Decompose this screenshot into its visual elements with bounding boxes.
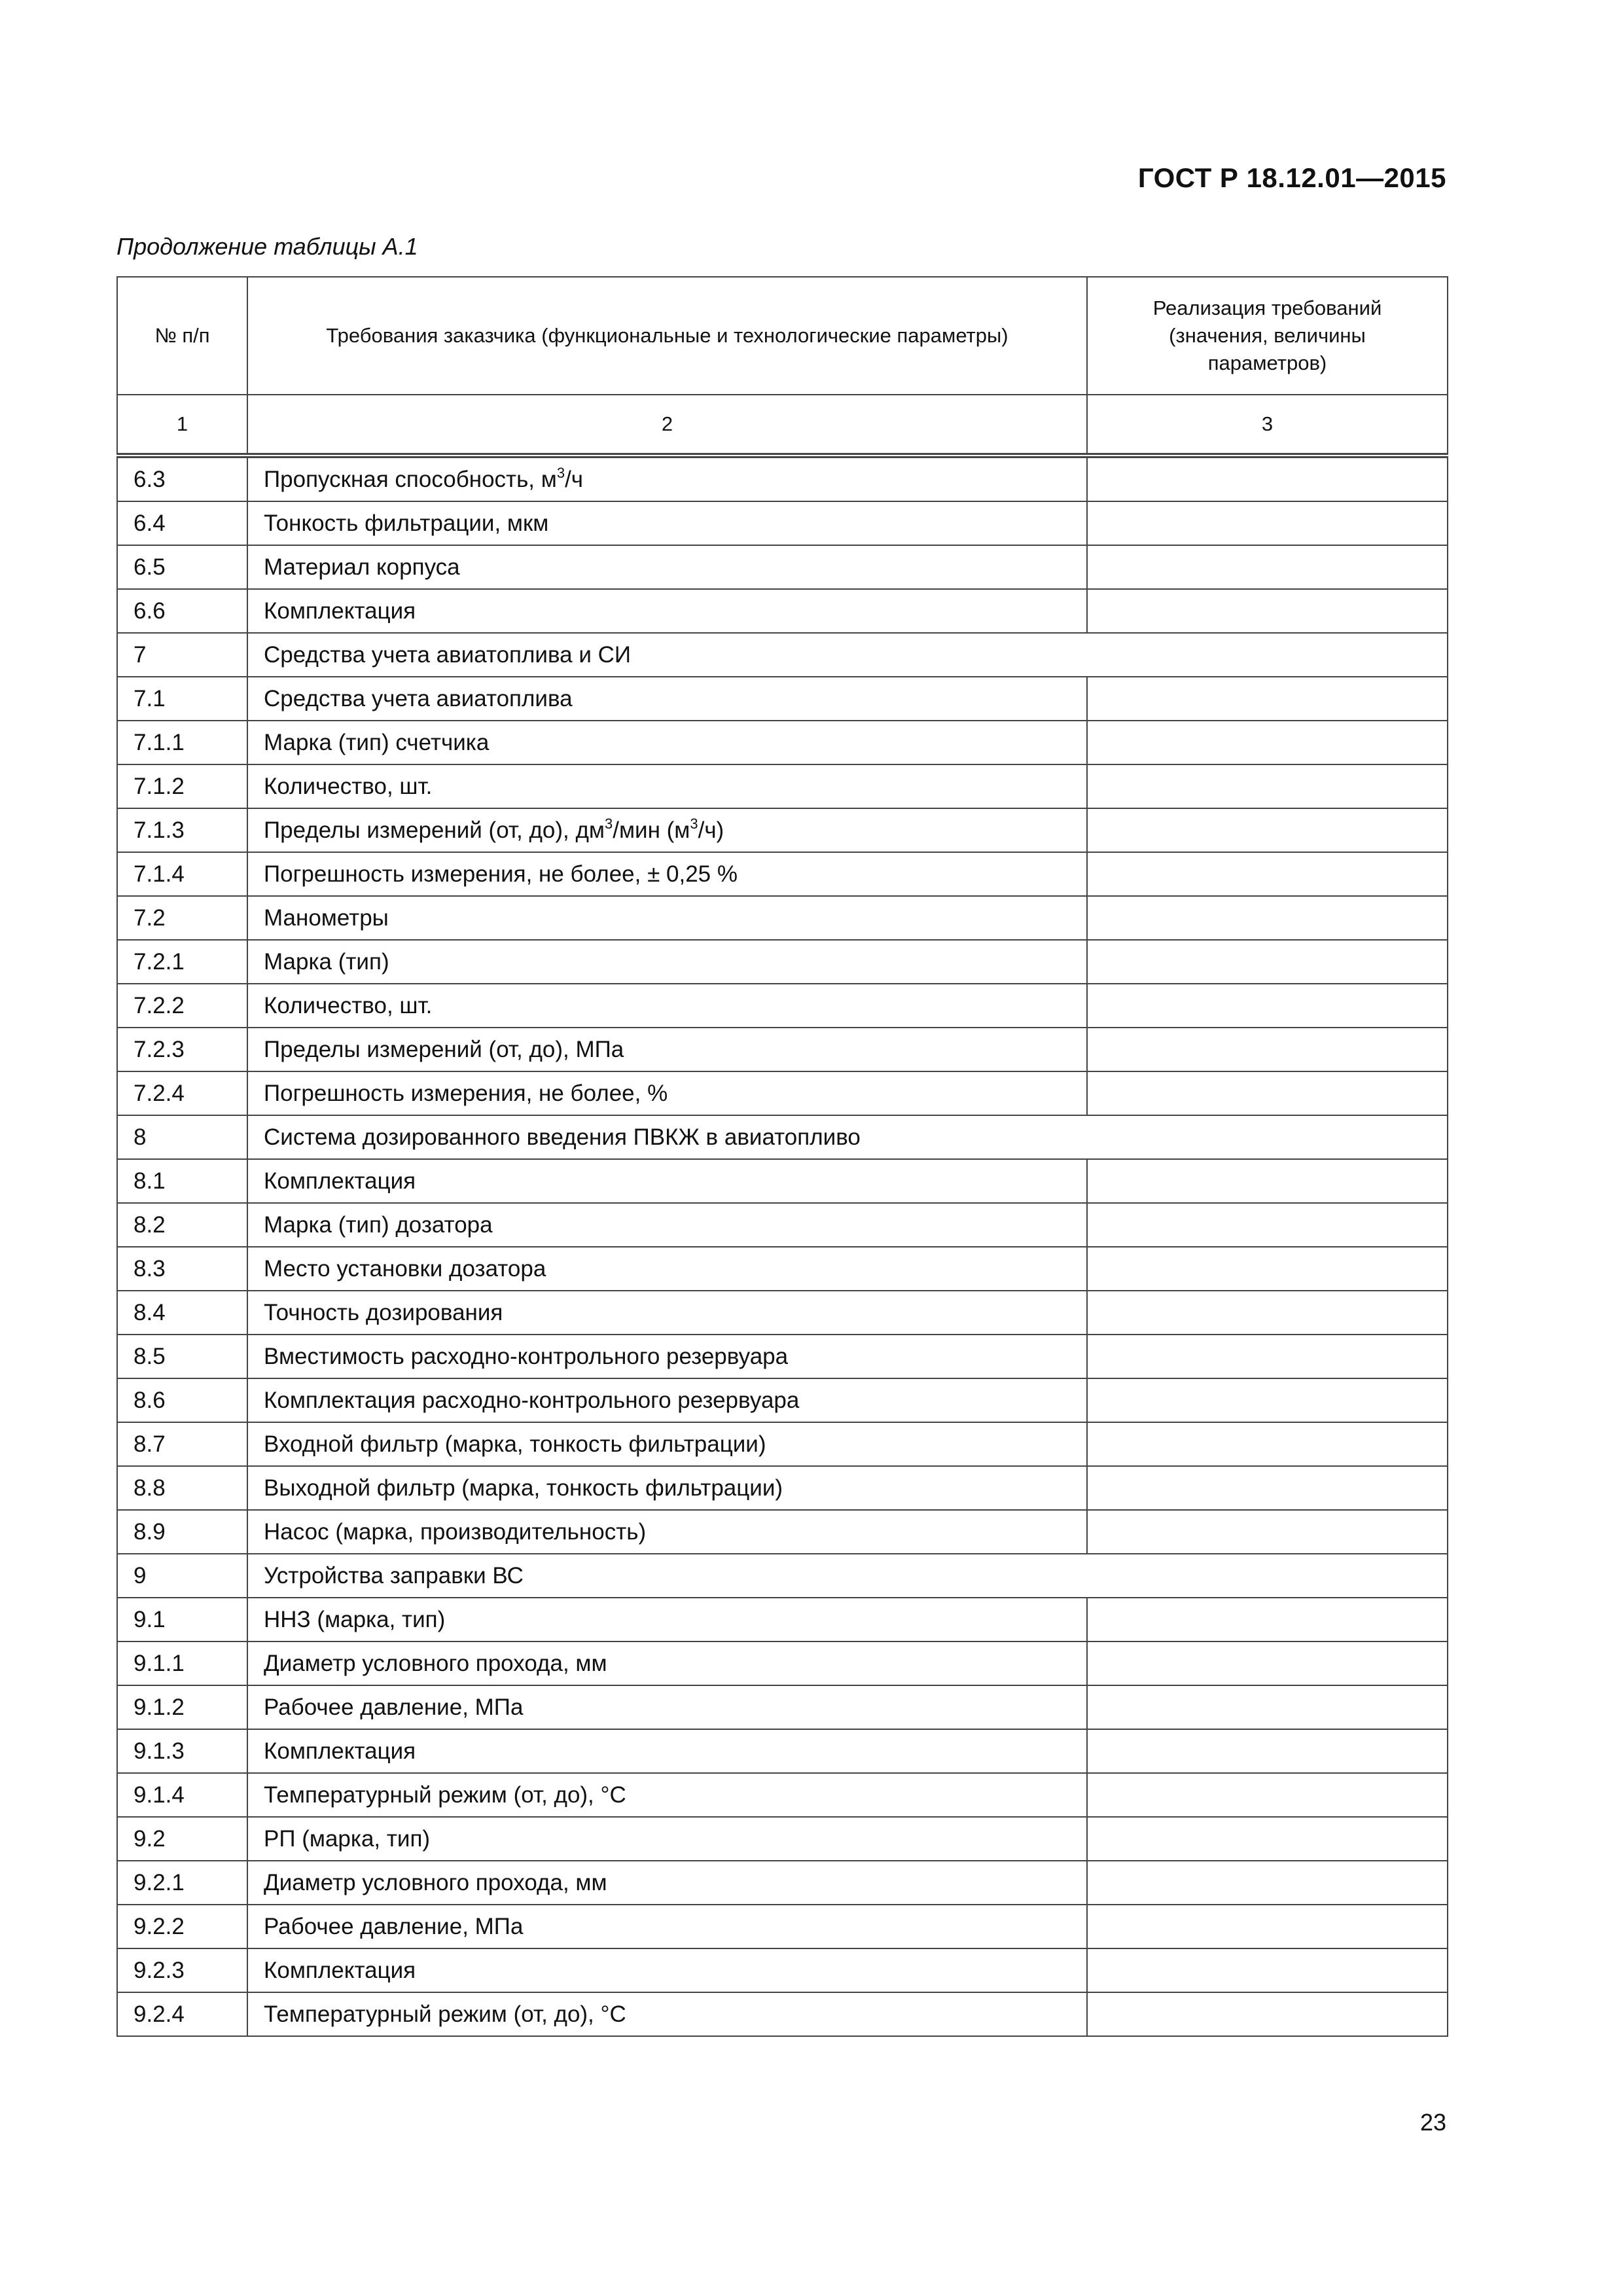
table-row — [117, 1598, 1448, 1641]
requirement-text — [247, 677, 1087, 721]
superscript: 3 — [604, 815, 613, 832]
requirement-text-part: Рабочее давление, МПа — [264, 1913, 524, 1939]
superscript: 3 — [690, 815, 698, 832]
implementation-value-cell[interactable] — [1087, 1071, 1448, 1115]
table-row — [117, 852, 1448, 896]
requirement-text-part: Количество, шт. — [264, 773, 433, 799]
row-number: 8.9 — [117, 1510, 247, 1554]
table-row — [117, 896, 1448, 940]
requirement-text — [247, 1554, 1448, 1598]
requirement-text-part: Место установки дозатора — [264, 1255, 546, 1282]
table-row — [117, 764, 1448, 808]
requirement-text — [247, 1466, 1087, 1510]
row-number: 7.1 — [117, 677, 247, 721]
implementation-value-cell[interactable] — [1087, 1685, 1448, 1729]
implementation-value-cell[interactable] — [1087, 1159, 1448, 1203]
implementation-value-cell[interactable] — [1087, 545, 1448, 589]
requirement-text — [247, 764, 1087, 808]
implementation-value-cell[interactable] — [1087, 1729, 1448, 1773]
table-row — [117, 1335, 1448, 1378]
requirement-text — [247, 1378, 1087, 1422]
requirement-text — [247, 1861, 1087, 1905]
implementation-value-cell[interactable] — [1087, 940, 1448, 984]
row-number: 7.2.2 — [117, 984, 247, 1028]
row-number: 8.5 — [117, 1335, 247, 1378]
column-number-2: 2 — [247, 395, 1087, 456]
requirement-text — [247, 1071, 1087, 1115]
requirement-text — [247, 1992, 1087, 2036]
requirement-text-part: Диаметр условного прохода, мм — [264, 1869, 607, 1895]
table-row — [117, 589, 1448, 633]
requirement-text — [247, 456, 1087, 501]
requirement-text — [247, 1598, 1087, 1641]
column-header-number: № п/п — [117, 277, 247, 395]
requirement-text-part: РП (марка, тип) — [264, 1825, 431, 1852]
row-number: 9.2 — [117, 1817, 247, 1861]
row-number: 7.1.3 — [117, 808, 247, 852]
requirement-text — [247, 721, 1087, 764]
row-number: 9.2.3 — [117, 1948, 247, 1992]
requirement-text-part: Средства учета авиатоплива — [264, 685, 573, 711]
implementation-value-cell[interactable] — [1087, 1466, 1448, 1510]
row-number: 7.2 — [117, 896, 247, 940]
requirement-text-part: Манометры — [264, 905, 389, 931]
table-row — [117, 1247, 1448, 1291]
implementation-value-cell[interactable] — [1087, 1378, 1448, 1422]
requirement-text-part: ННЗ (марка, тип) — [264, 1606, 446, 1632]
requirement-text — [247, 896, 1087, 940]
requirement-text-part: Температурный режим (от, до), °С — [264, 1782, 626, 1808]
requirement-text — [247, 940, 1087, 984]
requirement-text — [247, 852, 1087, 896]
table-row — [117, 1422, 1448, 1466]
table-row — [117, 1685, 1448, 1729]
row-number: 9.2.2 — [117, 1905, 247, 1948]
implementation-value-cell[interactable] — [1087, 1598, 1448, 1641]
table-row — [117, 1378, 1448, 1422]
table-row — [117, 1773, 1448, 1817]
requirement-text — [247, 808, 1087, 852]
requirement-text — [247, 501, 1087, 545]
table-row — [117, 456, 1448, 501]
row-number: 9.1.2 — [117, 1685, 247, 1729]
implementation-value-cell[interactable] — [1087, 721, 1448, 764]
table-row — [117, 940, 1448, 984]
table-row — [117, 1729, 1448, 1773]
table-row — [117, 1510, 1448, 1554]
requirement-text — [247, 1115, 1448, 1159]
column-number-1: 1 — [117, 395, 247, 456]
requirement-text — [247, 1905, 1087, 1948]
implementation-value-cell[interactable] — [1087, 852, 1448, 896]
requirement-text — [247, 1159, 1087, 1203]
table-row — [117, 1992, 1448, 2036]
row-number: 7.2.1 — [117, 940, 247, 984]
requirement-text — [247, 1729, 1087, 1773]
row-number: 7 — [117, 633, 247, 677]
row-number: 9.2.4 — [117, 1992, 247, 2036]
table-row — [117, 1466, 1448, 1510]
requirement-text-part: /мин (м — [613, 817, 690, 843]
requirement-text-part: Материал корпуса — [264, 554, 460, 580]
row-number: 8.4 — [117, 1291, 247, 1335]
requirement-text-part: Температурный режим (от, до), °С — [264, 2001, 626, 2027]
row-number: 8.2 — [117, 1203, 247, 1247]
table-row — [117, 1291, 1448, 1335]
implementation-value-cell[interactable] — [1087, 1510, 1448, 1554]
requirement-text-part: Марка (тип) дозатора — [264, 1211, 493, 1238]
row-number: 7.2.3 — [117, 1028, 247, 1071]
implementation-value-cell[interactable] — [1087, 1817, 1448, 1861]
implementation-value-cell[interactable] — [1087, 1948, 1448, 1992]
page-number: 23 — [1419, 2109, 1446, 2136]
table-row — [117, 1641, 1448, 1685]
table-row — [117, 1905, 1448, 1948]
table-row — [117, 677, 1448, 721]
requirement-text-part: Входной фильтр (марка, тонкость фильтрации) — [264, 1431, 766, 1457]
implementation-value-cell[interactable] — [1087, 984, 1448, 1028]
requirement-text-part: Устройства заправки ВС — [264, 1562, 524, 1588]
requirement-text-part: Комплектация — [264, 1957, 416, 1983]
implementation-value-cell[interactable] — [1087, 589, 1448, 633]
requirement-text — [247, 1291, 1087, 1335]
requirement-text — [247, 984, 1087, 1028]
implementation-value-cell[interactable] — [1087, 1247, 1448, 1291]
table-row — [117, 1115, 1448, 1159]
implementation-value-cell[interactable] — [1087, 1641, 1448, 1685]
implementation-value-cell[interactable] — [1087, 1203, 1448, 1247]
row-number: 6.3 — [117, 456, 247, 501]
implementation-value-cell[interactable] — [1087, 808, 1448, 852]
requirement-text — [247, 1948, 1087, 1992]
requirement-text — [247, 1335, 1087, 1378]
column-header-requirements: Требования заказчика (функциональные и технологические параметры) — [247, 277, 1087, 395]
requirement-text-part: Средства учета авиатоплива и СИ — [264, 641, 632, 668]
requirements-table — [116, 276, 1448, 2037]
requirement-text — [247, 1817, 1087, 1861]
row-number: 9.1.1 — [117, 1641, 247, 1685]
requirement-text — [247, 1028, 1087, 1071]
implementation-value-cell[interactable] — [1087, 456, 1448, 501]
row-number: 8.6 — [117, 1378, 247, 1422]
row-number: 8.3 — [117, 1247, 247, 1291]
implementation-value-cell[interactable] — [1087, 1291, 1448, 1335]
table-row — [117, 545, 1448, 589]
requirement-text-part: Выходной фильтр (марка, тонкость фильтрации) — [264, 1475, 783, 1501]
requirement-text-part: Пропускная способность, м — [264, 466, 557, 492]
document-code: ГОСТ Р 18.12.01—2015 — [1137, 162, 1446, 193]
table-row — [117, 501, 1448, 545]
row-number: 9.1.4 — [117, 1773, 247, 1817]
requirement-text — [247, 1510, 1087, 1554]
row-number: 9.1 — [117, 1598, 247, 1641]
requirement-text-part: Диаметр условного прохода, мм — [264, 1650, 607, 1676]
requirement-text-part: Марка (тип) — [264, 948, 389, 975]
requirement-text-part: Комплектация — [264, 1168, 416, 1194]
row-number: 7.1.1 — [117, 721, 247, 764]
requirement-text-part: Комплектация расходно-контрольного резервуара — [264, 1387, 800, 1413]
table-row — [117, 633, 1448, 677]
row-number: 7.1.4 — [117, 852, 247, 896]
requirement-text — [247, 1685, 1087, 1729]
row-number: 9.1.3 — [117, 1729, 247, 1773]
table-caption: Продолжение таблицы А.1 — [116, 233, 418, 260]
requirement-text-part: Погрешность измерения, не более, ± 0,25 % — [264, 861, 738, 887]
requirement-text — [247, 1773, 1087, 1817]
requirement-text-part: Система дозированного введения ПВКЖ в авиатопливо — [264, 1124, 861, 1150]
implementation-value-cell[interactable] — [1087, 677, 1448, 721]
implementation-value-cell[interactable] — [1087, 1422, 1448, 1466]
table-body — [117, 456, 1448, 2036]
table-row — [117, 984, 1448, 1028]
row-number: 6.5 — [117, 545, 247, 589]
requirement-text-part: Насос (марка, производительность) — [264, 1518, 647, 1545]
implementation-value-cell[interactable] — [1087, 1905, 1448, 1948]
row-number: 7.1.2 — [117, 764, 247, 808]
table-row — [117, 721, 1448, 764]
requirement-text — [247, 545, 1087, 589]
implementation-value-cell[interactable] — [1087, 1992, 1448, 2036]
table-row — [117, 1071, 1448, 1115]
requirement-text-part: Пределы измерений (от, до), МПа — [264, 1036, 624, 1062]
table-row — [117, 1028, 1448, 1071]
requirement-text-part: Комплектация — [264, 1738, 416, 1764]
requirement-text-part: Тонкость фильтрации, мкм — [264, 510, 549, 536]
row-number: 8.1 — [117, 1159, 247, 1203]
implementation-value-cell[interactable] — [1087, 1773, 1448, 1817]
row-number: 9 — [117, 1554, 247, 1598]
row-number: 6.4 — [117, 501, 247, 545]
table-row — [117, 808, 1448, 852]
implementation-value-cell[interactable] — [1087, 1028, 1448, 1071]
requirement-text — [247, 1247, 1087, 1291]
row-number: 8.8 — [117, 1466, 247, 1510]
requirement-text — [247, 1422, 1087, 1466]
table-row — [117, 1861, 1448, 1905]
table-row — [117, 1554, 1448, 1598]
row-number: 6.6 — [117, 589, 247, 633]
requirement-text-part: Рабочее давление, МПа — [264, 1694, 524, 1720]
table-header-row — [117, 277, 1448, 395]
table-row — [117, 1948, 1448, 1992]
implementation-value-cell[interactable] — [1087, 1861, 1448, 1905]
superscript: 3 — [556, 464, 565, 481]
requirement-text — [247, 1203, 1087, 1247]
table-row — [117, 1203, 1448, 1247]
requirement-text-part: Точность дозирования — [264, 1299, 503, 1325]
implementation-value-cell[interactable] — [1087, 1335, 1448, 1378]
implementation-value-cell[interactable] — [1087, 501, 1448, 545]
requirement-text-part: Пределы измерений (от, до), дм — [264, 817, 605, 843]
requirement-text-part: Марка (тип) счетчика — [264, 729, 490, 755]
requirement-text-part: Комплектация — [264, 598, 416, 624]
row-number: 8 — [117, 1115, 247, 1159]
implementation-value-cell[interactable] — [1087, 896, 1448, 940]
requirement-text-part: /ч — [565, 466, 584, 492]
column-number-3: 3 — [1087, 395, 1448, 456]
column-header-implementation: Реализация требований (значения, величины параметров) — [1087, 277, 1448, 395]
table-row — [117, 1817, 1448, 1861]
requirement-text — [247, 633, 1448, 677]
row-number: 9.2.1 — [117, 1861, 247, 1905]
table-row — [117, 1159, 1448, 1203]
requirement-text-part: /ч) — [698, 817, 724, 843]
requirement-text-part: Погрешность измерения, не более, % — [264, 1080, 668, 1106]
requirement-text-part: Вместимость расходно-контрольного резервуара — [264, 1343, 789, 1369]
requirement-text — [247, 589, 1087, 633]
row-number: 7.2.4 — [117, 1071, 247, 1115]
requirement-text-part: Количество, шт. — [264, 992, 433, 1018]
row-number: 8.7 — [117, 1422, 247, 1466]
requirement-text — [247, 1641, 1087, 1685]
column-number-row — [117, 395, 1448, 456]
implementation-value-cell[interactable] — [1087, 764, 1448, 808]
